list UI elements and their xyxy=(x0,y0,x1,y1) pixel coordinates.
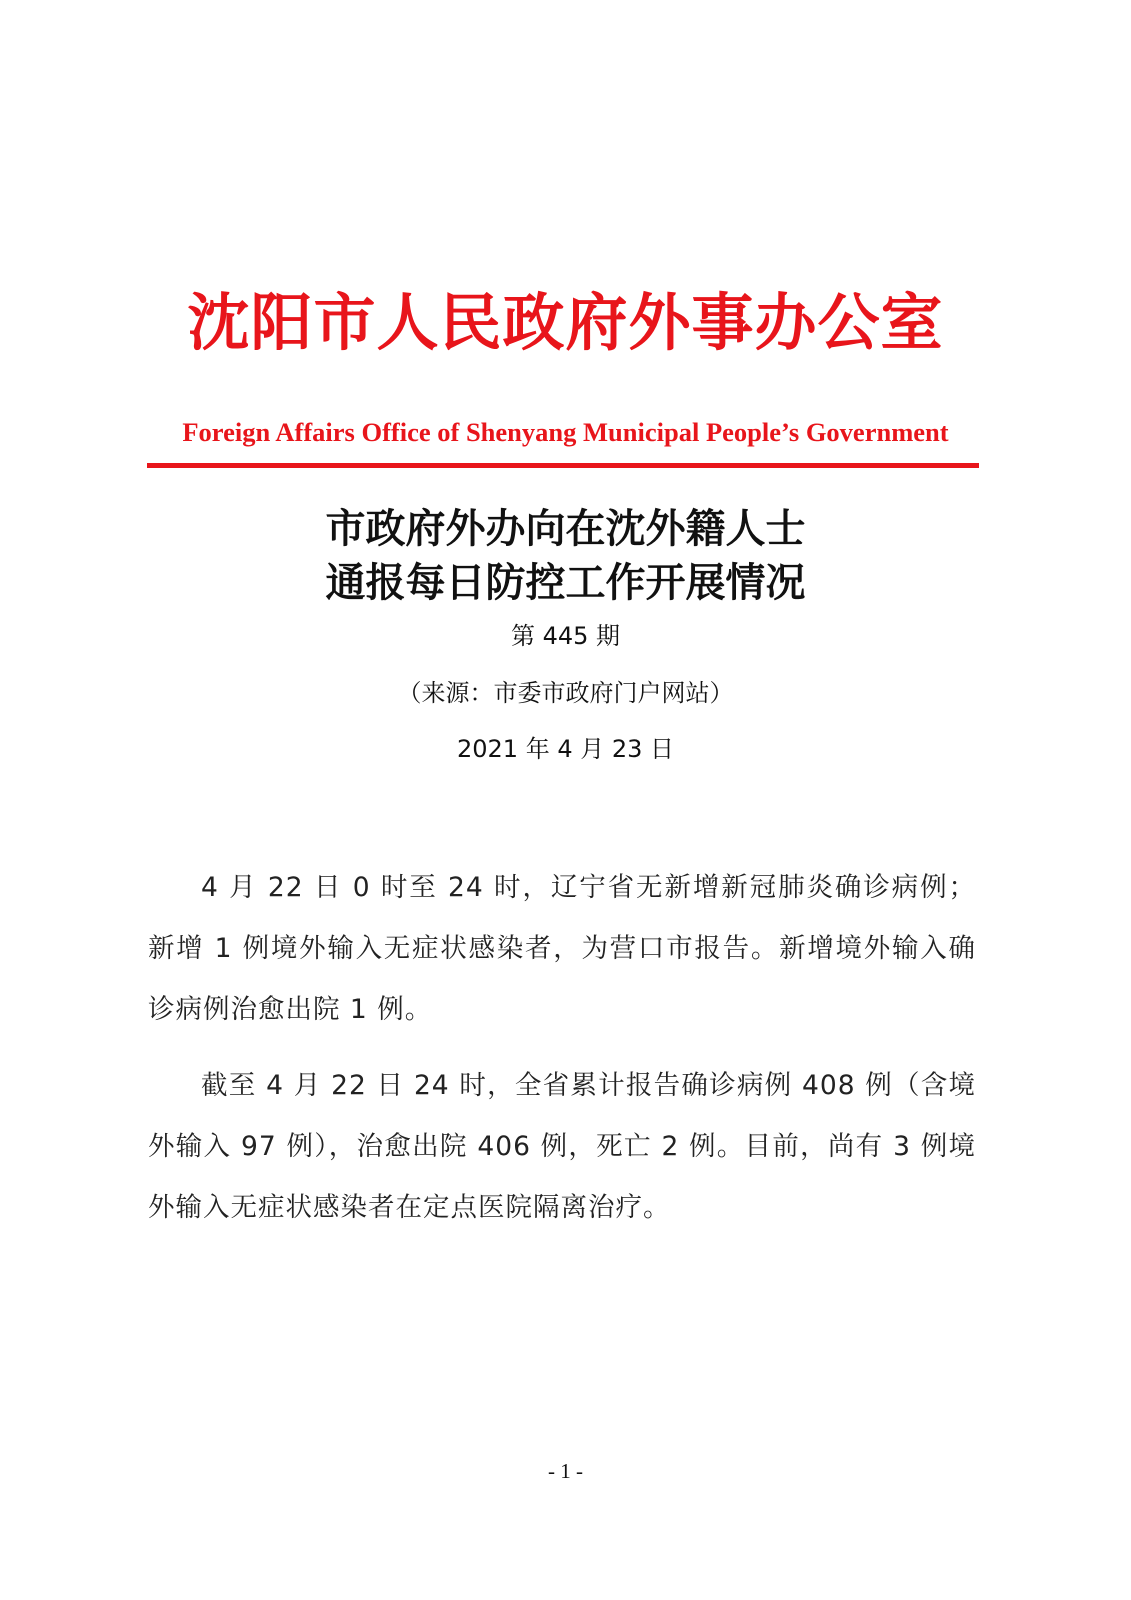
page-number: - 1 - xyxy=(548,1459,583,1483)
publish-date: 2021 年 4 月 23 日 xyxy=(456,735,675,763)
notice-title xyxy=(0,502,1131,610)
paragraph: 截至 4 月 22 日 24 时，全省累计报告确诊病例 408 例（含境外输入 97 例），治愈出院 406 例，死亡 2 例。目前，尚有 3 例境外输入无症状感染者在定点医院隔离治疗。 xyxy=(148,1070,976,1223)
source-note: （来源：市委市政府门户网站） xyxy=(397,679,734,707)
body-text xyxy=(148,857,976,1253)
header-divider xyxy=(147,463,979,468)
org-name-en: Foreign Affairs Office of Shenyang Municipal People’s Government xyxy=(182,417,949,447)
notice-title-line1: 市政府外办向在沈外籍人士 xyxy=(325,505,806,552)
paragraph: 4 月 22 日 0 时至 24 时，辽宁省无新增新冠肺炎确诊病例；新增 1 例境外输入无症状感染者，为营口市报告。新增境外输入确诊病例治愈出院 1 例。 xyxy=(148,872,976,1025)
notice-title-line2: 通报每日防控工作开展情况 xyxy=(325,559,806,606)
issue-number: 第 445 期 xyxy=(510,622,621,650)
org-name-cn: 沈阳市人民政府外事办公室 xyxy=(187,286,944,359)
